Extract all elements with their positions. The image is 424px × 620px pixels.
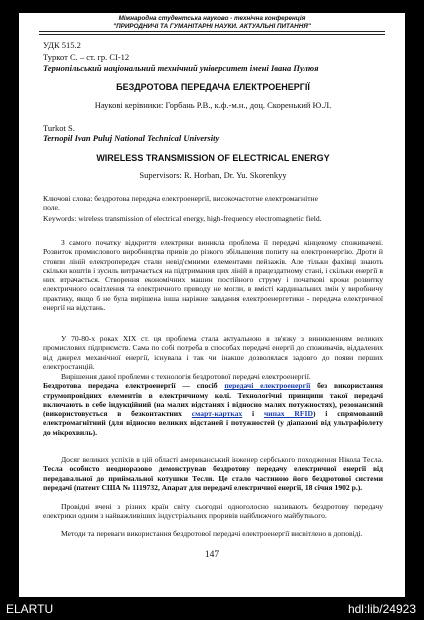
paragraph-6: Методи та переваги використання бездротової передачі електроенергії висвітлено в доповіді. [61, 529, 363, 538]
paragraph-3-intro: Вирішення даної проблеми є технологія бездротової передачі електроенергії. [61, 372, 311, 381]
conference-header [39, 15, 385, 30]
page-number: 147 [204, 550, 220, 560]
header-divider [39, 31, 385, 35]
paragraph-4-bold: Тесла особисто неодноразово демонстрував бездротову передачу електричної енергії від передавальної до приймальної котушки Тесли. Це стало частиною його бездротової системи передачі (патент США № 1119732, Апарат для передачі електричної енергії, 18 січня 1902 р.). [43, 464, 383, 492]
document-page [19, 13, 405, 597]
title-en: WIRELESS TRANSMISSION OF ELECTRICAL ENERGY [96, 153, 330, 163]
title-ua: БЕЗДРОТОВА ПЕРЕДАЧА ЕЛЕКТРОЕНЕРГІЇ [116, 82, 310, 92]
paragraph-5: Провідні вчені з різних країн світу сьогодні одноголосно називають бездротову передачу електрики одним з найважливіших індустріальних проривів найближчого майбутнього. [43, 502, 383, 521]
university-en: Ternopil Ivan Puluj National Technical University [43, 133, 220, 143]
definition-text-3: і [242, 409, 264, 419]
footer-handle: hdl:lib/24923 [347, 602, 416, 616]
keywords-ua [43, 194, 383, 213]
author-ua: Туркот С. – ст. гр. СІ-12 [43, 52, 130, 62]
supervisors-en: Supervisors: R. Horban, Dr. Yu. Skorenkyy [139, 170, 287, 180]
paragraph-1: З самого початку відкриття електрики виникла проблема її передачі кінцевому споживачеві. Розвиток промислового виробництва привів до різкого збільшення попиту на електроенергію. Дроти й стовпи ліній електропередач стали невід'ємними елементами пейзажів. Але тільки фахівці знають скільки коштів і зусиль витрачається на підтримання цих ліній в працездатному стані, і скільки енергії в них втрачається. Створення економічних машин постійного струму і початкові кроки розвитку електричного освітлення та електричного приводу не могли, в вмісті кардинальних змін у виробничу практику, якщо б не була вирішена інша наріжне завдання електроенергетики - передача електричної енергії на відстань. [43, 238, 383, 313]
conference-line-1: Міжнародна студентська науково - технічна конференція [118, 15, 306, 22]
link-rfid-chips[interactable]: чипах RFID [263, 409, 313, 419]
paragraph-4-intro: Досяг великих успіхів в цій області американський інженер сербського походження Нікола Тесла. [61, 455, 383, 464]
paragraph-2: У 70-80-х роках XIX ст. ця проблема стала актуальною в зв'язку з виникненням великих промислових підприємств. Сама по собі потреба в способах передачі енергії до споживачів, віддалених від джерел механічної енергії, існувала і так чи інакше дозволялася задовго до появи перших електростанцій. [43, 334, 383, 371]
keywords-en: Keywords: wireless transmission of electrical energy, high-frequency electromagnetic field. [43, 214, 322, 223]
conference-line-2: "ПРИРОДНИЧІ ТА ГУМАНІТАРНІ НАУКИ. АКТУАЛЬНІ ПИТАННЯ" [113, 22, 311, 30]
definition-text-1: Бездротова передача електроенергії — спосіб [43, 381, 225, 391]
paragraph-3-definition [43, 381, 383, 437]
supervisors-ua: Наукові керівники: Горбань Р.В., к.ф.-м.н., доц. Скоренький Ю.Л. [94, 100, 332, 110]
definition-text-4: ) і спрямований електромагнітний (для відносно великих відстаней і потужностей (у діапазоні від ультрафіолету до мікрохвиль). [43, 409, 383, 437]
definition-text-2: без використання струмопровідних елементів в електричному колі. Технологічні принципи такої передачі включають в себе індукційний (на малих відстанях і відносно малих потужностях), резонансний (використовується в безконтактних [43, 381, 383, 419]
keywords-ua-line-1: Ключові слова: бездротова передача електроенергії, високочастотне електромагнітне [43, 194, 318, 203]
university-ua: Тернопільський національний технічний університет імені Івана Пулюя [43, 63, 319, 73]
footer-repository-label: ELARTU [6, 602, 54, 616]
author-en: Turkot S. [43, 123, 75, 133]
keywords-ua-line-2: поле. [43, 203, 60, 213]
udk-code: УДК 515.2 [43, 40, 81, 50]
link-electricity-transmission[interactable]: передачі електроенергії [224, 381, 311, 391]
paragraph-3 [43, 372, 383, 437]
paragraph-4 [43, 455, 383, 492]
link-smart-cards[interactable]: смарт-картках [191, 409, 243, 419]
